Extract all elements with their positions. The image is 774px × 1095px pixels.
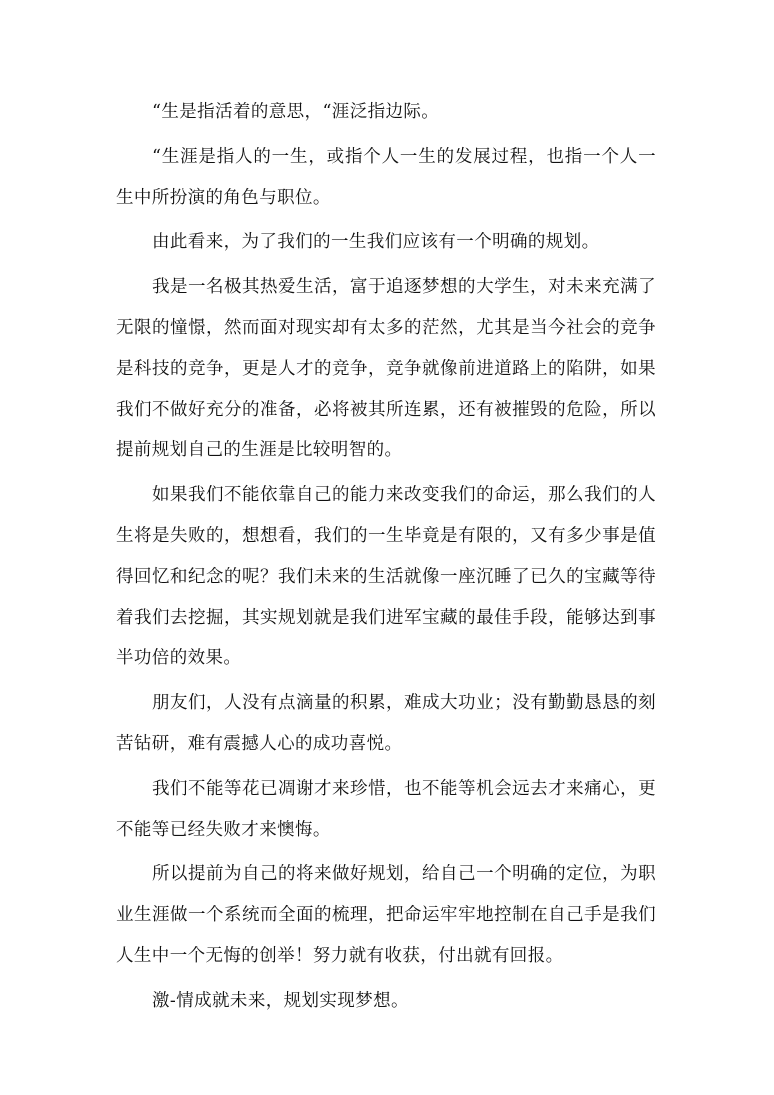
paragraph-8: 所以提前为自己的将来做好规划，给自己一个明确的定位，为职业生涯做一个系统而全面的梳理，把命运牢牢地控制在自己手是我们人生中一个无悔的创举！努力就有收获，付出就有回报。 bbox=[116, 864, 656, 966]
paragraph-1: “生是指活着的意思，“涯泛指边际。 bbox=[152, 102, 440, 122]
paragraph-4: 我是一名极其热爱生活，富于追逐梦想的大学生，对未来充满了无限的憧憬，然而面对现实却有太多的茫然，尤其是当今社会的竞争是科技的竞争，更是人才的竞争，竞争就像前进道路上的陷阱，如果我们不做好充分的准备，必将被其所连累，还有被摧毁的危险，所以提前规划自己的生涯是比较明智的。 bbox=[116, 277, 656, 461]
paragraph-6: 朋友们，人没有点滴量的积累，难成大功业；没有勤勤恳恳的刻苦钻研，难有震撼人心的成功喜悦。 bbox=[116, 693, 656, 754]
document-body bbox=[116, 92, 656, 1026]
paragraph-3: 由此看来，为了我们的一生我们应该有一个明确的规划。 bbox=[152, 232, 600, 253]
paragraph-9: 激-情成就未来，规划实现梦想。 bbox=[152, 990, 409, 1011]
paragraph-2: “生涯是指人的一生，或指个人一生的发展过程，也指一个人一生中所扮演的角色与职位。 bbox=[116, 146, 656, 208]
paragraph-5: 如果我们不能依靠自己的能力来改变我们的命运，那么我们的人生将是失败的，想想看，我们的一生毕竟是有限的，又有多少事是值得回忆和纪念的呢？我们未来的生活就像一座沉睡了已久的宝藏等待着我们去挖掘，其实规划就是我们进军宝藏的最佳手段，能够达到事半功倍的效果。 bbox=[116, 485, 656, 669]
paragraph-7: 我们不能等花已凋谢才来珍惜，也不能等机会远去才来痛心，更不能等已经失败才来懊悔。 bbox=[116, 778, 656, 840]
